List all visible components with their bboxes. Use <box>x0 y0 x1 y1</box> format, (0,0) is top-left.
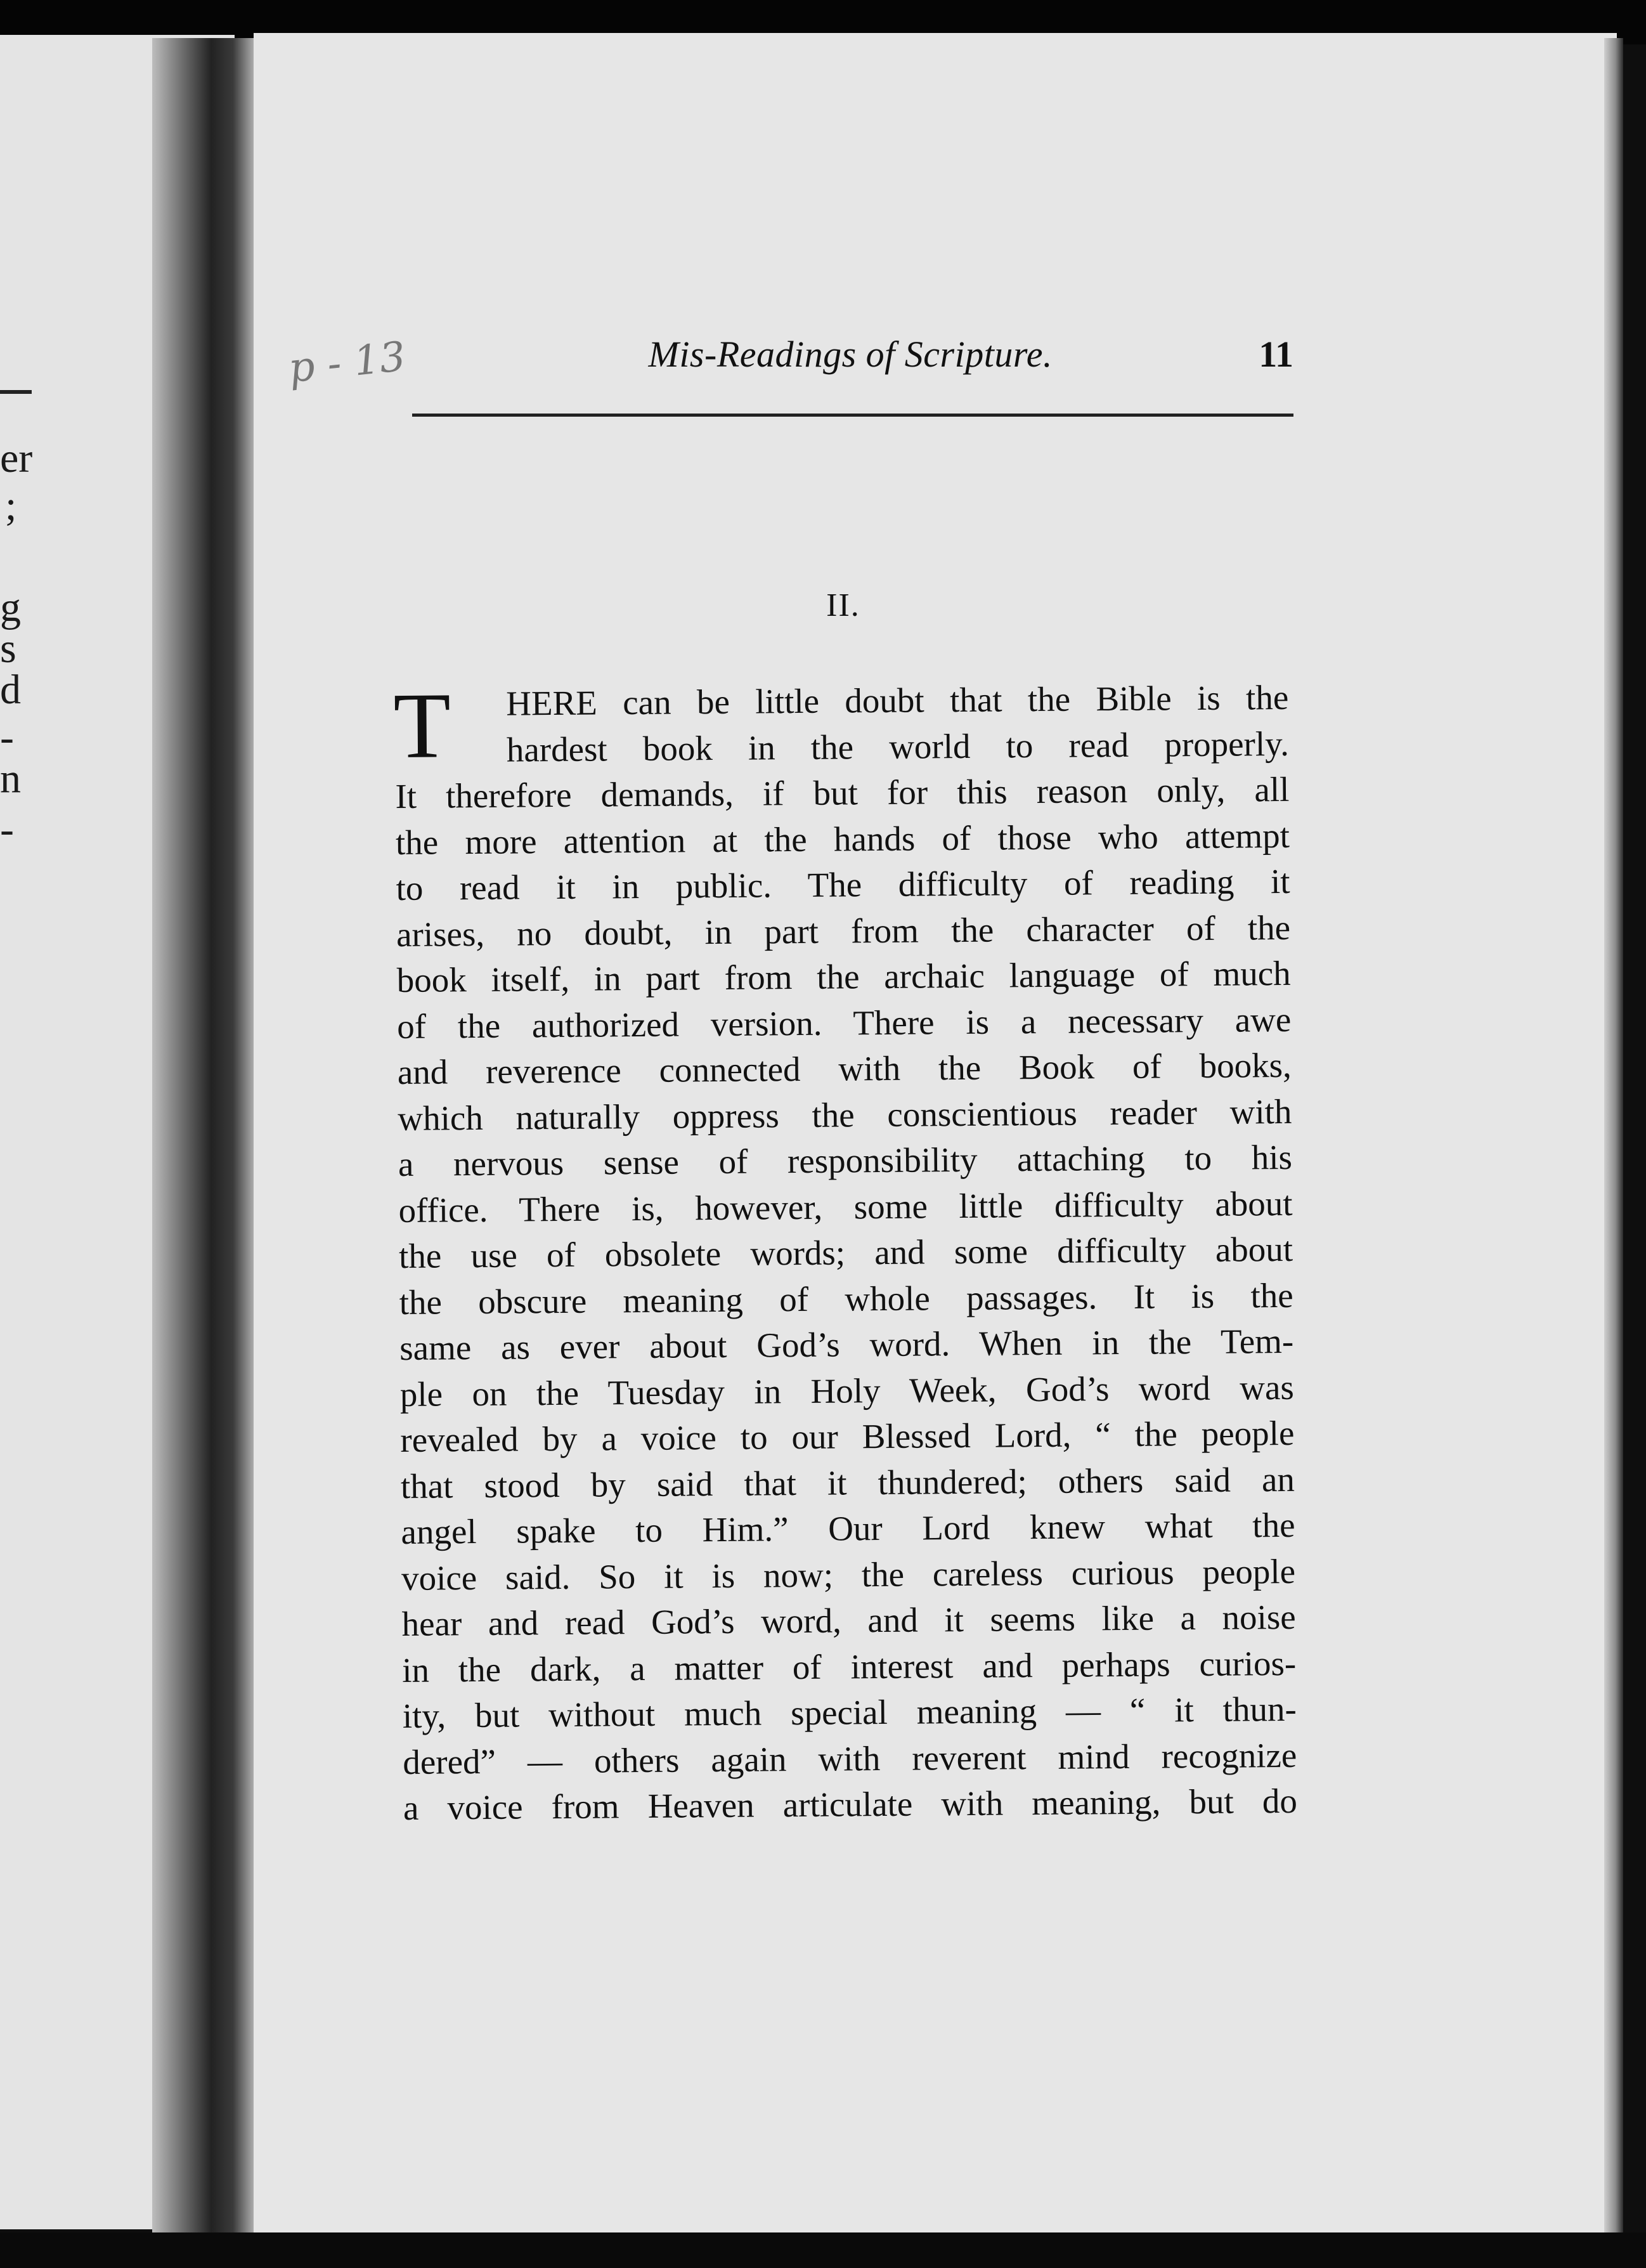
scan-border-bottom <box>0 2232 1646 2268</box>
text-line: revealed by a voice to our Blessed Lord, “ the people <box>400 1413 1295 1459</box>
text-line: voice said. So it is now; the careless curious people <box>401 1551 1296 1598</box>
text-line: office. There is, however, some little difficulty about <box>398 1183 1293 1230</box>
text-line: angel spake to Him.” Our Lord knew what the <box>401 1505 1295 1551</box>
text-line: the use of obsolete words; and some difficulty about <box>398 1229 1293 1275</box>
header-rule <box>412 414 1293 417</box>
text-line: to read it in public. The difficulty of reading it <box>396 861 1290 908</box>
drop-cap: T <box>392 674 451 779</box>
text-line: hear and read God’s word, and it seems like a noise <box>401 1597 1296 1643</box>
text-line: hardest book in the world to read properly. <box>506 724 1290 769</box>
text-line: that stood by said that it thundered; others said an <box>400 1459 1295 1506</box>
previous-page-fragment: d <box>0 667 21 713</box>
page-number: 11 <box>1259 334 1293 375</box>
text-line: HERE can be little doubt that the Bible is the <box>506 677 1289 723</box>
book-gutter <box>152 38 260 2239</box>
text-line: of the authorized version. There is a necessary awe <box>397 1000 1292 1046</box>
text-line: ple on the Tuesday in Holy Week, God’s word was <box>399 1367 1295 1414</box>
body-text <box>394 675 1297 1832</box>
text-line: ity, but without much special meaning — “ it thun- <box>402 1689 1297 1735</box>
previous-page-fragment: - <box>0 714 14 760</box>
handwritten-margin-note: p - 13 <box>286 333 408 393</box>
previous-page-fragment: s <box>0 625 16 672</box>
text-line: in the dark, a matter of interest and perhaps curios- <box>401 1643 1297 1690</box>
text-line: a voice from Heaven articulate with meaning, but do <box>403 1781 1298 1827</box>
text-line: dered” — others again with reverent mind recognize <box>403 1735 1297 1782</box>
text-line: It therefore demands, if but for this reason only, all <box>395 769 1290 816</box>
previous-page-fragment: n <box>0 755 21 802</box>
text-line: and reverence connected with the Book of books, <box>397 1045 1292 1092</box>
page-edge <box>1604 38 1623 2232</box>
running-title: Mis-Readings of Scripture. <box>648 334 1053 375</box>
text-line: arises, no doubt, in part from the character of the <box>396 908 1291 954</box>
text-line: a nervous sense of responsibility attaching to his <box>398 1137 1293 1183</box>
text-line: same as ever about God’s word. When in the Tem- <box>399 1321 1294 1367</box>
previous-page-fragment: ; <box>5 483 17 529</box>
running-header <box>634 333 1293 377</box>
previous-page-rule <box>0 390 32 394</box>
previous-page-fragment: - <box>0 806 14 852</box>
text-line: the more attention at the hands of those who attempt <box>395 816 1290 862</box>
text-line: book itself, in part from the archaic language of much <box>396 953 1291 1000</box>
text-line: the obscure meaning of whole passages. It is the <box>399 1275 1293 1322</box>
section-heading: II. <box>826 587 860 623</box>
text-line: which naturally oppress the conscientious reader with <box>398 1092 1292 1138</box>
previous-page-fragment: g <box>0 584 21 630</box>
previous-page-fragment: er <box>0 435 33 481</box>
